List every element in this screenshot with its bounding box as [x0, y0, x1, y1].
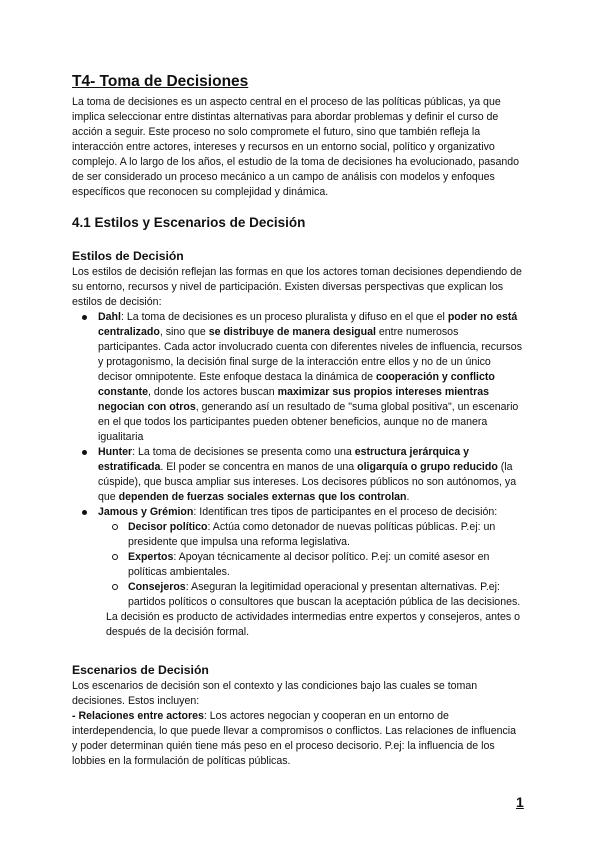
escenarios-lead: Los escenarios de decisión son el contexto y las condiciones bajo las cuales se toman decisiones. Estos incluyen: — [72, 680, 478, 707]
text: : Identifican tres tipos de participantes en el proceso de decisión: — [193, 506, 498, 518]
list-item-expertos — [98, 550, 524, 580]
bold-text: maximizar sus propios intereses mientras negocian con otros — [98, 386, 489, 413]
intro-paragraph: La toma de decisiones es un aspecto central en el proceso de las políticas públicas, ya que implica seleccionar entre distintas alternativas para abordar problemas y definir el curso de acción a seguir. Este proceso no solo compromete el futuro, sino que también refleja la interacción entre actores, intereses y recursos en un entorno social, político y organizativo complejo. A lo largo de los años, el estudio de la toma de decisiones ha evolucionado, pasando de ser considerado un proceso mecánico a un campo de análisis con modelos y enfoques específicos que reconocen su complejidad y dinámica. — [72, 96, 520, 198]
text: : Apoyan técnicamente al decisor político. P.ej: un comité asesor en políticas ambientales. — [128, 551, 490, 578]
text: , donde los actores buscan — [148, 386, 278, 398]
estilos-list — [72, 310, 524, 610]
term: Expertos — [128, 551, 174, 563]
text: : Los actores negocian y cooperan en un entorno de interdependencia, lo que puede llevar a compromisos o conflictos. Las relaciones de influencia y poder determinan quién tiene más peso en el proceso decisorio. P.ej: la influencia de los lobbies en la formulación de políticas públicas. — [72, 710, 517, 767]
bold-text: dependen de fuerzas sociales externas que los controlan — [118, 491, 407, 503]
list-item-jamous — [72, 505, 524, 610]
text: , generando así un resultado de "suma global positiva", un escenario en el que todos los participantes pueden obtener beneficios, aunque no de manera igualitaria — [98, 401, 519, 443]
escenarios-relaciones — [72, 709, 524, 769]
list-item-consejeros — [98, 580, 524, 610]
estilos-closing: La decisión es producto de actividades intermedias entre expertos y consejeros, antes o después de la decisión formal. — [106, 611, 520, 638]
term: Relaciones entre actores — [78, 710, 204, 722]
text: , sino que — [159, 326, 209, 338]
text: . — [406, 491, 410, 503]
document-page — [72, 72, 524, 769]
escenarios-heading: Escenarios de Decisión — [72, 663, 209, 677]
text: : La toma de decisiones se presenta como una — [132, 446, 355, 458]
text: : La toma de decisiones es un proceso pluralista y difuso en el que el — [120, 311, 448, 323]
list-item-hunter — [72, 445, 524, 505]
term: Consejeros — [128, 581, 186, 593]
bold-text: estructura jerárquica y estratificada — [98, 446, 469, 473]
bold-text: poder no está centralizado — [98, 311, 518, 338]
text: : Aseguran la legitimidad operacional y presentan alternativas. P.ej: partidos políticos o consultores que buscan la aceptación pública de las decisiones. — [128, 581, 521, 608]
page-number: 1 — [516, 794, 524, 810]
estilos-lead: Los estilos de decisión reflejan las formas en que los actores toman decisiones dependiendo de su entorno, recursos y nivel de participación. Existen diversas perspectivas que explican los estilos de decisión: — [72, 266, 522, 308]
participants-list — [98, 520, 524, 610]
bold-text: cooperación y conflicto constante — [98, 371, 495, 398]
document-title: T4- Toma de Decisiones — [72, 73, 249, 90]
text: entre numerosos participantes. Cada actor involucrado cuenta con diferentes niveles de influencia, recursos y protagonismo, la decisión final surge de la interacción entre ellos y no de un único decisor omnipotente. Este enfoque destaca la dinámica de — [98, 326, 522, 383]
estilos-heading: Estilos de Decisión — [72, 249, 184, 263]
section-title: 4.1 Estilos y Escenarios de Decisión — [72, 215, 306, 230]
dash: - — [72, 710, 79, 722]
author-name: Jamous y Grémion — [98, 506, 194, 518]
bold-text: se distribuye de manera desigual — [208, 326, 376, 338]
text: : Actúa como detonador de nuevas políticas públicas. P.ej: un presidente que impulsa una reforma legislativa. — [128, 521, 496, 548]
bold-text: oligarquía o grupo reducido — [357, 461, 498, 473]
author-name: Hunter — [98, 446, 133, 458]
list-item-decisor — [98, 520, 524, 550]
text: (la cúspide), que busca ampliar sus intereses. Los decisores públicos no son autónomos, ya que — [98, 461, 517, 503]
list-item-dahl — [72, 310, 524, 445]
author-name: Dahl — [98, 311, 121, 323]
text: . El poder se concentra en manos de una — [160, 461, 358, 473]
term: Decisor político — [128, 521, 208, 533]
